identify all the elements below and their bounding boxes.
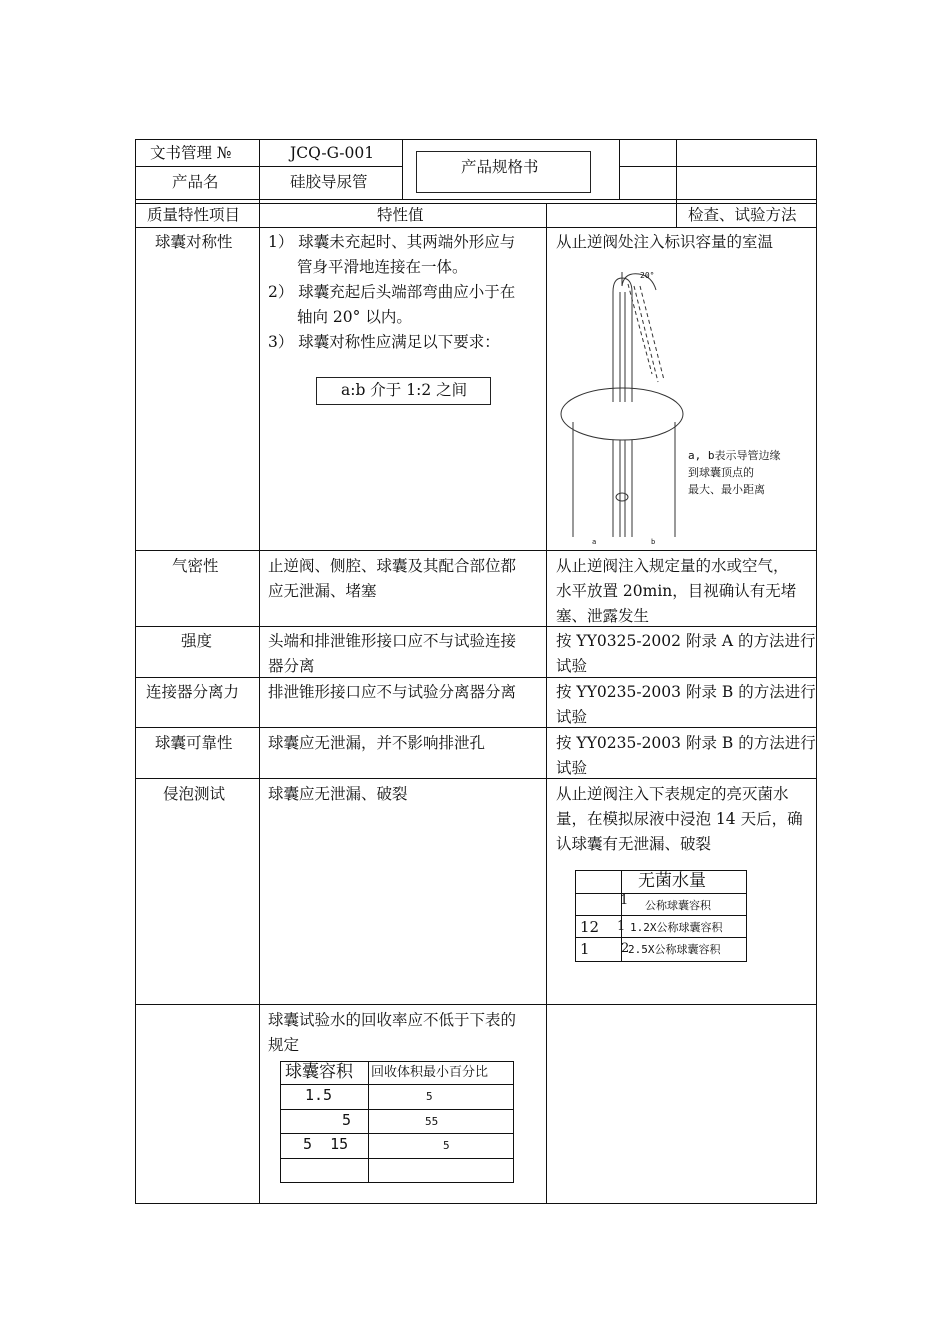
method-line: 按 YY0235-2003 附录 B 的方法进行 bbox=[556, 683, 816, 701]
value-line: 止逆阀、侧腔、球囊及其配合部位都 bbox=[268, 557, 517, 575]
method-line: 试验 bbox=[556, 759, 588, 777]
recovery-cell: 1.5 bbox=[305, 1086, 333, 1104]
water-table-header: 无菌水量 bbox=[638, 871, 706, 891]
water-cell: 1 bbox=[620, 893, 629, 908]
col-item-header: 质量特性项目 bbox=[147, 206, 241, 224]
figure-note: a, b表示导管边缘 bbox=[688, 449, 781, 462]
row-item-label: 侵泡测试 bbox=[163, 785, 226, 803]
value-line: 器分离 bbox=[268, 657, 315, 675]
value-line: 管身平滑地连接在一体。 bbox=[297, 258, 468, 276]
product-value: 硅胶导尿管 bbox=[290, 173, 368, 191]
ratio-box bbox=[316, 377, 491, 405]
row-item-label: 强度 bbox=[181, 632, 213, 650]
spec-title: 产品规格书 bbox=[461, 158, 539, 176]
value-line: 规定 bbox=[268, 1036, 300, 1054]
catheter-figure bbox=[560, 262, 690, 547]
col-value-header: 特性值 bbox=[377, 206, 424, 224]
water-cell: 公称球囊容积 bbox=[645, 899, 711, 912]
recovery-cell: 55 bbox=[425, 1115, 439, 1128]
doc-no-value: JCQ-G-001 bbox=[290, 144, 375, 162]
ratio-text: a:b 介于 1:2 之间 bbox=[341, 381, 468, 399]
spec-title-box bbox=[416, 151, 591, 193]
row-item-label: 球囊对称性 bbox=[155, 233, 233, 251]
recovery-header: 回收体积最小百分比 bbox=[371, 1065, 489, 1080]
method-line: 从止逆阀注入下表规定的亮灭菌水 bbox=[556, 785, 789, 803]
water-cell: 12 bbox=[580, 918, 600, 936]
water-cell: 1.2X公称球囊容积 bbox=[630, 921, 723, 934]
figure-b-label: b bbox=[651, 538, 656, 546]
method-line: 从止逆阀处注入标识容量的室温 bbox=[556, 233, 774, 251]
water-cell: 1 bbox=[580, 940, 590, 958]
method-line: 水平放置 20min，目视确认有无堵 bbox=[556, 582, 797, 600]
value-line: 球囊应无泄漏，并不影响排泄孔 bbox=[268, 734, 486, 752]
value-line: 应无泄漏、堵塞 bbox=[268, 582, 377, 600]
product-label: 产品名 bbox=[172, 173, 219, 191]
value-line: 球囊应无泄漏、破裂 bbox=[268, 785, 408, 803]
method-line: 按 YY0325-2002 附录 A 的方法进行 bbox=[556, 632, 816, 650]
figure-note: 最大、最小距离 bbox=[688, 483, 765, 496]
water-cell: 1 bbox=[617, 919, 626, 934]
method-line: 从止逆阀注入规定量的水或空气， bbox=[556, 557, 789, 575]
row-item-label: 气密性 bbox=[172, 557, 219, 575]
row-item-label: 连接器分离力 bbox=[146, 683, 240, 701]
figure-a-label: a bbox=[592, 538, 597, 546]
angle-label: 20° bbox=[640, 271, 655, 280]
method-line: 试验 bbox=[556, 657, 588, 675]
value-line: 3） 球囊对称性应满足以下要求： bbox=[268, 333, 500, 351]
method-line: 量，在模拟尿液中浸泡 14 天后，确 bbox=[556, 810, 803, 828]
water-cell: 2 bbox=[621, 941, 630, 956]
recovery-cell: 5 bbox=[443, 1139, 450, 1152]
value-line: 1） 球囊未充起时、其两端外形应与 bbox=[268, 233, 516, 251]
row-item-label: 球囊可靠性 bbox=[155, 734, 233, 752]
figure-note: 到球囊顶点的 bbox=[688, 466, 754, 479]
value-line: 2） 球囊充起后头端部弯曲应小于在 bbox=[268, 283, 516, 301]
recovery-cell: 5 bbox=[342, 1111, 352, 1129]
col-method-header: 检查、试验方法 bbox=[688, 206, 797, 224]
method-line: 试验 bbox=[556, 708, 588, 726]
method-line: 认球囊有无泄漏、破裂 bbox=[556, 835, 712, 853]
value-line: 球囊试验水的回收率应不低于下表的 bbox=[268, 1011, 517, 1029]
recovery-cell: 5 bbox=[426, 1090, 433, 1103]
method-line: 塞、泄露发生 bbox=[556, 607, 650, 625]
method-line: 按 YY0235-2003 附录 B 的方法进行 bbox=[556, 734, 816, 752]
doc-no-label: 文书管理 № bbox=[150, 144, 232, 162]
value-line: 轴向 20° 以内。 bbox=[297, 308, 412, 326]
recovery-cell: 5 15 bbox=[303, 1135, 349, 1153]
water-cell: 2.5X公称球囊容积 bbox=[628, 943, 721, 956]
recovery-header: 球囊容积 bbox=[285, 1062, 353, 1082]
value-line: 排泄锥形接口应不与试验分离器分离 bbox=[268, 683, 517, 701]
value-line: 头端和排泄锥形接口应不与试验连接 bbox=[268, 632, 517, 650]
